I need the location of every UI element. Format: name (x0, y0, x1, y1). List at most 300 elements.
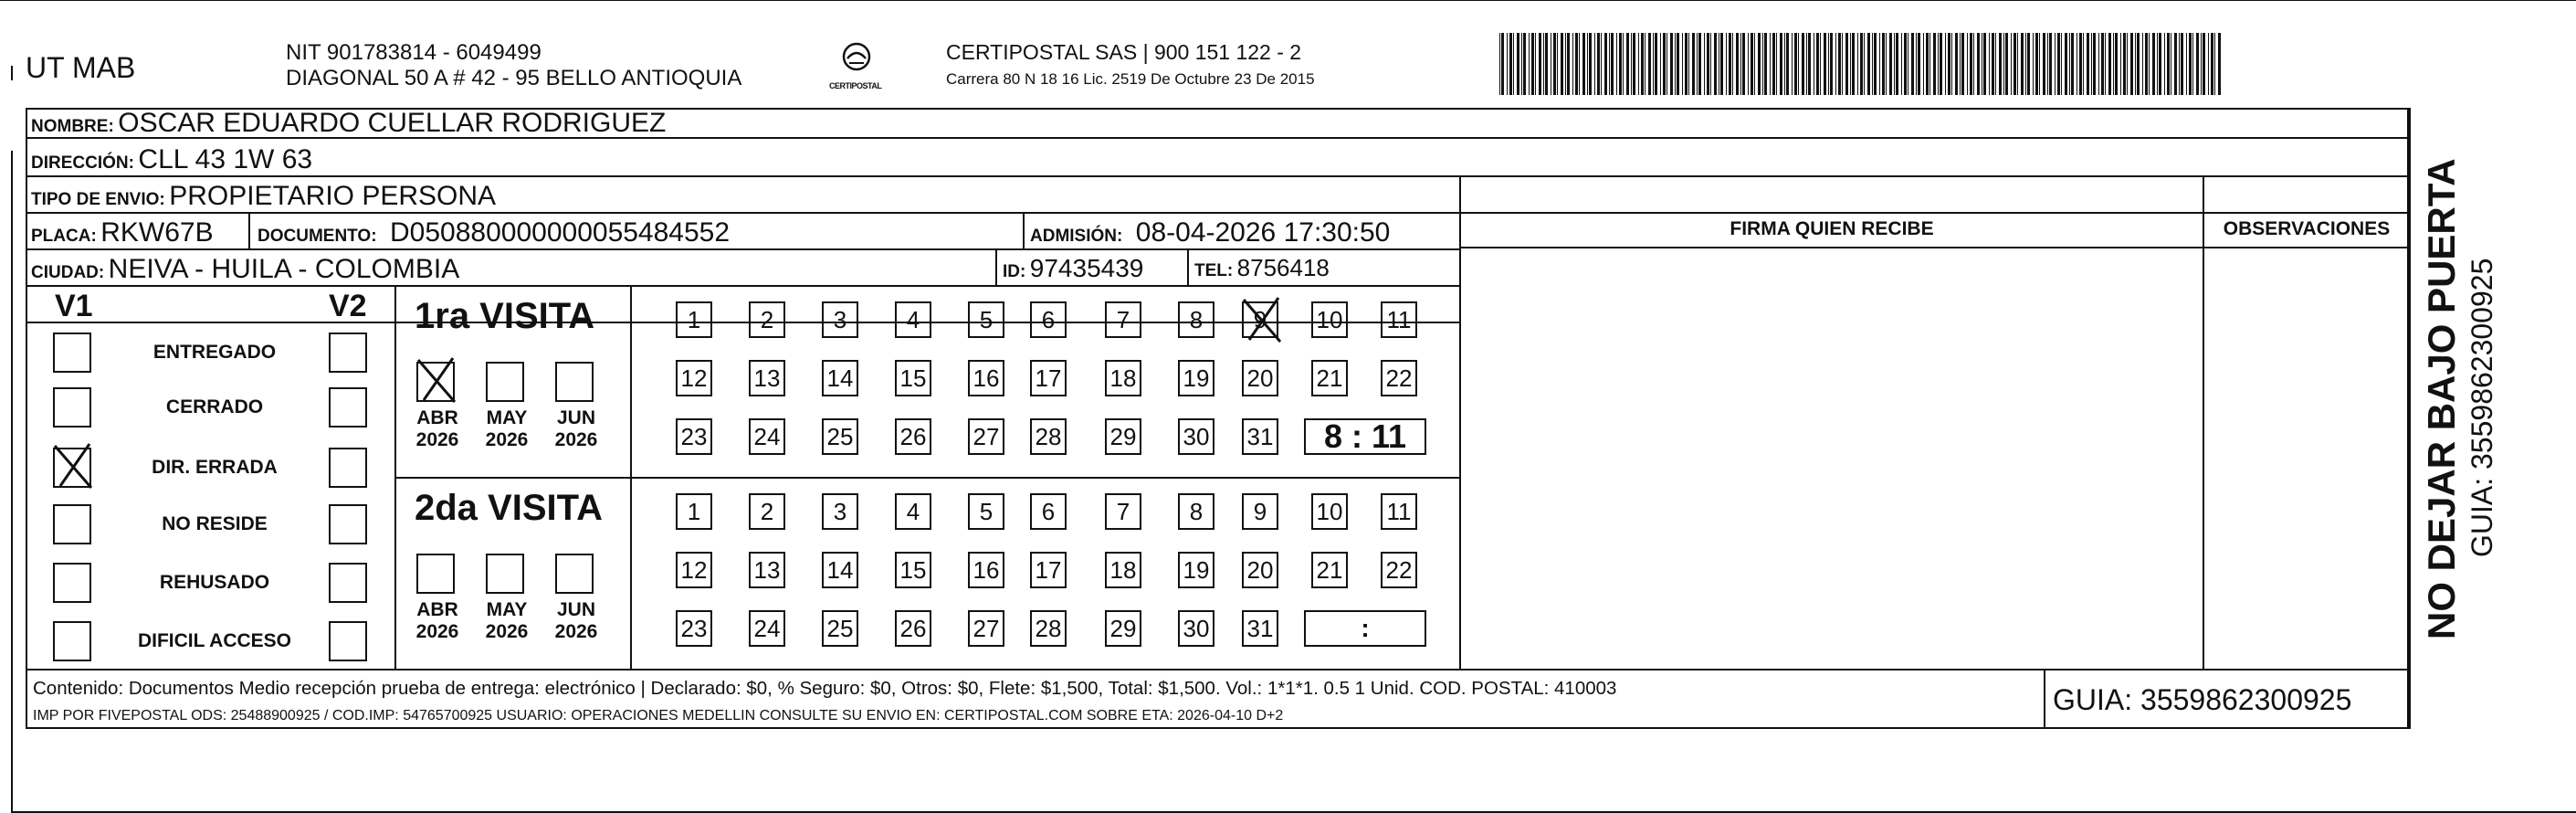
month-year: 2026 (415, 429, 459, 451)
day-box[interactable]: 4 (895, 301, 931, 338)
v2-checkbox[interactable] (329, 504, 367, 544)
day-box[interactable]: 31 (1242, 610, 1278, 647)
footer-guia: GUIA: 3559862300925 (2053, 683, 2352, 716)
barcode-bar (1660, 33, 1661, 95)
v2-checkbox[interactable] (329, 333, 367, 373)
day-box[interactable]: 27 (968, 610, 1004, 647)
day-box[interactable]: 7 (1105, 301, 1141, 338)
barcode-bar (1732, 33, 1733, 95)
status-label: DIFICIL ACCESO (137, 630, 291, 651)
barcode-bar (1872, 33, 1873, 95)
barcode-bar (1545, 33, 1548, 95)
barcode-bar (1780, 33, 1782, 95)
top-rule (0, 0, 2576, 1)
day-box[interactable]: 1 (676, 493, 712, 530)
barcode-bar (1594, 33, 1595, 95)
month-label (405, 407, 469, 451)
barcode-bar (1675, 33, 1676, 95)
type-value: PROPIETARIO PERSONA (169, 181, 497, 211)
day-box[interactable]: 9 (1242, 493, 1278, 530)
day-box[interactable]: 8 (1178, 493, 1214, 530)
v2-checkbox[interactable] (329, 621, 367, 661)
barcode-bar (2013, 33, 2016, 95)
name-label: NOMBRE: (31, 117, 114, 136)
barcode-bar (1879, 33, 1880, 95)
barcode-bar (1531, 33, 1534, 95)
barcode-bar (1677, 33, 1679, 95)
barcode-bar (1864, 33, 1865, 95)
barcode-bar (1792, 33, 1793, 95)
company-nit: NIT 901783814 - 6049499 (286, 40, 541, 65)
day-box[interactable]: 20 (1242, 360, 1278, 396)
day-box[interactable]: 23 (676, 418, 712, 455)
barcode-bar (2145, 33, 2148, 95)
barcode-bar (1882, 33, 1885, 95)
month-checkbox[interactable] (555, 554, 594, 594)
barcode-bar (1509, 33, 1512, 95)
barcode-bar (1820, 33, 1821, 95)
barcode-bar (2017, 33, 2018, 95)
barcode-bar (1938, 33, 1939, 95)
address-value: CLL 43 1W 63 (138, 144, 313, 174)
barcode-bar (1535, 33, 1536, 95)
month-checkbox[interactable] (555, 362, 594, 402)
day-box[interactable]: 24 (749, 610, 785, 647)
day-box[interactable]: 13 (749, 360, 785, 396)
barcode-bar (1682, 33, 1683, 95)
barcode-bar (2120, 33, 2121, 95)
document-value: D050880000000055484552 (390, 217, 731, 248)
time-box[interactable]: 8 : 11 (1304, 418, 1426, 455)
document-label: DOCUMENTO: (258, 227, 377, 246)
barcode-bar (1748, 33, 1749, 95)
footer-content-line: Contenido: Documentos Medio recepción prueba de entrega: electrónico | Declarado: $0, % Seguro: $0, Otros: $0, Flete: $1,500, Total: $1,500. Vol.: 1*1*1. 0.5 1 Unid. COD. POSTAL: 410003 (33, 678, 1617, 699)
barcode-bar (2005, 33, 2008, 95)
plate-divider (248, 212, 250, 248)
time-box[interactable]: : (1304, 610, 1426, 647)
barcode-bar (1688, 33, 1689, 95)
day-box[interactable]: 8 (1178, 301, 1214, 338)
tel-divider (1187, 248, 1189, 285)
month-label (544, 407, 608, 451)
barcode-bar (1751, 33, 1753, 95)
admission-field (1030, 219, 1390, 247)
barcode-bar (1983, 33, 1986, 95)
barcode-bar (1977, 33, 1980, 95)
barcode-bar (1886, 33, 1887, 95)
barcode-bar (1894, 33, 1895, 95)
day-box[interactable]: 10 (1311, 493, 1348, 530)
side-notice: NO DEJAR BAJO PUERTA (2420, 158, 2463, 639)
barcode-bar (2179, 33, 2180, 95)
type-field (31, 183, 496, 210)
day-box[interactable]: 6 (1030, 493, 1067, 530)
barcode-bar (1575, 33, 1578, 95)
barcode-bar (1960, 33, 1961, 95)
barcode-bar (2025, 33, 2026, 95)
barcode-bar (1874, 33, 1877, 95)
day-box[interactable]: 2 (749, 493, 785, 530)
day-box[interactable]: 16 (968, 360, 1004, 396)
month-year: 2026 (415, 621, 459, 643)
barcode-bar (2039, 33, 2040, 95)
month-name: ABR (416, 599, 458, 620)
barcode-bar (1798, 33, 1799, 95)
month-year: 2026 (554, 621, 598, 643)
month-checkbox[interactable] (416, 362, 455, 402)
barcode-bar (1589, 33, 1592, 95)
month-label (544, 599, 608, 643)
day-box[interactable]: 5 (968, 493, 1004, 530)
barcode-bar (2167, 33, 2170, 95)
footer-line (26, 669, 2409, 670)
day-box[interactable]: 19 (1178, 360, 1214, 396)
address-field (31, 146, 312, 174)
side-guia: GUIA: 3559862300925 (2466, 258, 2498, 557)
day-box[interactable]: 22 (1381, 552, 1417, 588)
day-box[interactable]: 12 (676, 552, 712, 588)
city-value: NEIVA - HUILA - COLOMBIA (108, 254, 460, 284)
barcode-bar (1824, 33, 1826, 95)
v2-header: V2 (329, 289, 367, 323)
day-box[interactable]: 17 (1030, 360, 1067, 396)
barcode-bar (2087, 33, 2089, 95)
day-box[interactable]: 25 (822, 610, 858, 647)
barcode-bar (2101, 33, 2104, 95)
plate-value: RKW67B (100, 217, 214, 248)
barcode-bar (1587, 33, 1588, 95)
columns-header-line (1461, 247, 2409, 248)
month-name: MAY (486, 407, 528, 428)
barcode-bar (1557, 33, 1558, 95)
barcode-bar (1513, 33, 1514, 95)
day-box[interactable]: 29 (1105, 610, 1141, 647)
barcode-bar (1742, 33, 1745, 95)
month-label (405, 599, 469, 643)
barcode-bar (1553, 33, 1556, 95)
barcode-bar (2021, 33, 2024, 95)
barcode-bar (2093, 33, 2096, 95)
id-value: 97435439 (1029, 254, 1144, 282)
status-label: NO RESIDE (162, 513, 268, 534)
admission-value: 08-04-2026 17:30:50 (1135, 217, 1391, 248)
barcode-bar (2164, 33, 2165, 95)
barcode-bar (2174, 33, 2177, 95)
barcode-bar (1521, 33, 1522, 95)
barcode-bar (1904, 33, 1907, 95)
footer-guia-divider (2044, 669, 2045, 729)
month-checkbox[interactable] (486, 362, 524, 402)
barcode-bar (1641, 33, 1644, 95)
barcode-bar (2027, 33, 2030, 95)
day-box[interactable]: 16 (968, 552, 1004, 588)
month-name: JUN (556, 599, 595, 620)
barcode-bar (1889, 33, 1892, 95)
barcode-bar (1973, 33, 1974, 95)
day-box[interactable]: 17 (1030, 552, 1067, 588)
left-edge-rule (11, 151, 13, 813)
day-box[interactable]: 14 (822, 360, 858, 396)
barcode-bar (1507, 33, 1508, 95)
barcode-bar (1923, 33, 1924, 95)
barcode-bar (2057, 33, 2060, 95)
status-label: DIR. ERRADA (152, 457, 278, 478)
company-name: UT MAB (26, 51, 136, 84)
status-label: ENTREGADO (152, 342, 277, 363)
barcode-bar (1670, 33, 1673, 95)
admission-divider (1023, 212, 1025, 248)
barcode-bar (2049, 33, 2052, 95)
barcode-bar (2043, 33, 2045, 95)
day-box[interactable]: 21 (1311, 552, 1348, 588)
barcode-bar (2152, 33, 2155, 95)
tel-label: TEL: (1194, 261, 1234, 280)
barcode-bar (1955, 33, 1958, 95)
day-box[interactable]: 18 (1105, 360, 1141, 396)
day-box[interactable]: 15 (895, 360, 931, 396)
day-box[interactable]: 13 (749, 552, 785, 588)
document-field (258, 219, 730, 247)
barcode-bar (1770, 33, 1771, 95)
day-box[interactable]: 3 (822, 493, 858, 530)
barcode-bar (2105, 33, 2106, 95)
barcode-bar (1565, 33, 1566, 95)
barcode-bar (1995, 33, 1996, 95)
barcode-bar (1609, 33, 1610, 95)
barcode-bar (1772, 33, 1775, 95)
barcode-bar (1619, 33, 1622, 95)
day-box[interactable]: 11 (1381, 301, 1417, 338)
barcode-bar (1692, 33, 1695, 95)
day-box[interactable]: 4 (895, 493, 931, 530)
v1-header: V1 (55, 289, 93, 323)
barcode-bar (2065, 33, 2067, 95)
barcode-bar (2196, 33, 2199, 95)
day-box[interactable]: 1 (676, 301, 712, 338)
barcode-bar (2083, 33, 2084, 95)
barcode-bar (1523, 33, 1526, 95)
barcode-bar (1835, 33, 1836, 95)
day-box[interactable]: 9 (1242, 301, 1278, 338)
id-label: ID: (1003, 262, 1026, 281)
barcode-bar (2192, 33, 2193, 95)
barcode-bar (1626, 33, 1629, 95)
row-line-3 (26, 212, 2409, 214)
barcode-bar (1579, 33, 1580, 95)
day-box[interactable]: 2 (749, 301, 785, 338)
v2-checkbox[interactable] (329, 563, 367, 603)
barcode-bar (1860, 33, 1863, 95)
day-box[interactable]: 30 (1178, 610, 1214, 647)
barcode-bar (1685, 33, 1688, 95)
barcode-bar (1729, 33, 1731, 95)
barcode-bar (2189, 33, 2192, 95)
footer-imp-line: IMP POR FIVEPOSTAL ODS: 25488900925 / COD.IMP: 54765700925 USUARIO: OPERACIONES MEDELLIN CONSULTE SU ENVIO EN: CERTIPOSTAL.COM SOBRE ETA: 2026-04-10 D+2 (33, 708, 1284, 723)
barcode-bar (1806, 33, 1807, 95)
month-checkbox[interactable] (416, 554, 455, 594)
id-divider (995, 248, 997, 285)
row-line-2 (26, 175, 2409, 177)
visit-split-line (394, 477, 1459, 479)
month-label (475, 407, 539, 451)
plate-field (31, 219, 214, 247)
barcode-bar (1948, 33, 1950, 95)
barcode-bar (1710, 33, 1711, 95)
company-address: DIAGONAL 50 A # 42 - 95 BELLO ANTIOQUIA (286, 66, 742, 90)
barcode-bar (2055, 33, 2056, 95)
barcode-bar (1597, 33, 1600, 95)
barcode-bar (2061, 33, 2062, 95)
barcode-bar (2208, 33, 2209, 95)
day-box[interactable]: 28 (1030, 418, 1067, 455)
barcode-bar (1970, 33, 1972, 95)
barcode-bar (1726, 33, 1727, 95)
barcode-bar (2011, 33, 2012, 95)
barcode-bar (1714, 33, 1717, 95)
day-box[interactable]: 26 (895, 418, 931, 455)
city-field (31, 256, 459, 283)
day-box[interactable]: 11 (1381, 493, 1417, 530)
barcode-bar (1764, 33, 1767, 95)
barcode-bar (1828, 33, 1829, 95)
barcode-bar (1529, 33, 1530, 95)
barcode-bar (1604, 33, 1607, 95)
barcode-bar (1704, 33, 1705, 95)
type-label: TIPO DE ENVIO: (31, 190, 165, 209)
day-box[interactable]: 29 (1105, 418, 1141, 455)
barcode-bar (2135, 33, 2136, 95)
left-tick (11, 66, 13, 80)
barcode-bar (1698, 33, 1701, 95)
barcode-bar (1802, 33, 1804, 95)
barcode (1498, 33, 2228, 95)
barcode-bar (1653, 33, 1654, 95)
day-box[interactable]: 30 (1178, 418, 1214, 455)
barcode-bar (1951, 33, 1952, 95)
barcode-bar (2142, 33, 2143, 95)
barcode-bar (1992, 33, 1994, 95)
barcode-bar (1499, 33, 1500, 95)
visit-title: 2da VISITA (415, 488, 603, 528)
barcode-bar (1896, 33, 1898, 95)
day-box[interactable]: 20 (1242, 552, 1278, 588)
barcode-bar (1663, 33, 1666, 95)
barcode-bar (1697, 33, 1698, 95)
barcode-bar (1867, 33, 1870, 95)
day-box[interactable]: 22 (1381, 360, 1417, 396)
barcode-bar (1850, 33, 1851, 95)
v2-checkbox[interactable] (329, 387, 367, 428)
v1-checkbox[interactable] (53, 621, 91, 661)
month-name: JUN (556, 407, 595, 428)
barcode-bar (1842, 33, 1843, 95)
barcode-bar (1501, 33, 1504, 95)
day-box[interactable]: 5 (968, 301, 1004, 338)
day-box[interactable]: 26 (895, 610, 931, 647)
day-box[interactable]: 28 (1030, 610, 1067, 647)
barcode-bar (1601, 33, 1602, 95)
tel-value: 8756418 (1236, 254, 1330, 281)
day-box[interactable]: 21 (1311, 360, 1348, 396)
right-frame-line (2409, 108, 2411, 729)
v2-checkbox[interactable] (329, 448, 367, 488)
barcode-bar (2157, 33, 2158, 95)
barcode-bar (1852, 33, 1855, 95)
barcode-bar (2033, 33, 2034, 95)
barcode-bar (1838, 33, 1841, 95)
barcode-bar (1567, 33, 1570, 95)
name-field (31, 110, 666, 137)
day-box[interactable]: 7 (1105, 493, 1141, 530)
barcode-bar (2003, 33, 2004, 95)
barcode-bar (2127, 33, 2128, 95)
barcode-bar (2201, 33, 2202, 95)
row-line-5 (26, 285, 1459, 287)
barcode-bar (1929, 33, 1930, 95)
barcode-bar (1926, 33, 1929, 95)
barcode-bar (1845, 33, 1848, 95)
barcode-bar (1754, 33, 1755, 95)
barcode-bar (1655, 33, 1657, 95)
status-label: CERRADO (165, 396, 264, 417)
v1-checkbox[interactable] (53, 333, 91, 373)
month-year: 2026 (554, 429, 598, 451)
barcode-bar (1830, 33, 1833, 95)
barcode-bar (1543, 33, 1544, 95)
day-box[interactable]: 12 (676, 360, 712, 396)
barcode-bar (2079, 33, 2082, 95)
barcode-bar (2091, 33, 2092, 95)
day-box[interactable]: 15 (895, 552, 931, 588)
visit-title: 1ra VISITA (415, 296, 595, 336)
observations-col-line (2203, 175, 2204, 669)
barcode-bar (1740, 33, 1741, 95)
barcode-bar (1857, 33, 1858, 95)
day-box[interactable]: 27 (968, 418, 1004, 455)
barcode-bar (2218, 33, 2221, 95)
day-box[interactable]: 18 (1105, 552, 1141, 588)
month-checkbox[interactable] (486, 554, 524, 594)
day-box[interactable]: 31 (1242, 418, 1278, 455)
day-box[interactable]: 3 (822, 301, 858, 338)
day-box[interactable]: 19 (1178, 552, 1214, 588)
v1-checkbox[interactable] (53, 563, 91, 603)
day-box[interactable]: 6 (1030, 301, 1067, 338)
name-value: OSCAR EDUARDO CUELLAR RODRIGUEZ (118, 108, 667, 138)
barcode-bar (1967, 33, 1968, 95)
day-box[interactable]: 23 (676, 610, 712, 647)
v1-checkbox[interactable] (53, 448, 91, 488)
day-box[interactable]: 25 (822, 418, 858, 455)
barcode-bar (1999, 33, 2002, 95)
barcode-bar (1989, 33, 1990, 95)
v1-checkbox[interactable] (53, 387, 91, 428)
barcode-bar (1786, 33, 1789, 95)
barcode-bar (2113, 33, 2114, 95)
day-box[interactable]: 24 (749, 418, 785, 455)
barcode-bar (1901, 33, 1902, 95)
v1-checkbox[interactable] (53, 504, 91, 544)
observations-header: OBSERVACIONES (2223, 218, 2391, 239)
barcode-bar (1736, 33, 1739, 95)
day-box[interactable]: 14 (822, 552, 858, 588)
barcode-bar (1517, 33, 1519, 95)
barcode-bar (1933, 33, 1936, 95)
barcode-bar (2035, 33, 2038, 95)
month-year: 2026 (485, 429, 529, 451)
day-box[interactable]: 10 (1311, 301, 1348, 338)
barcode-bar (2214, 33, 2215, 95)
